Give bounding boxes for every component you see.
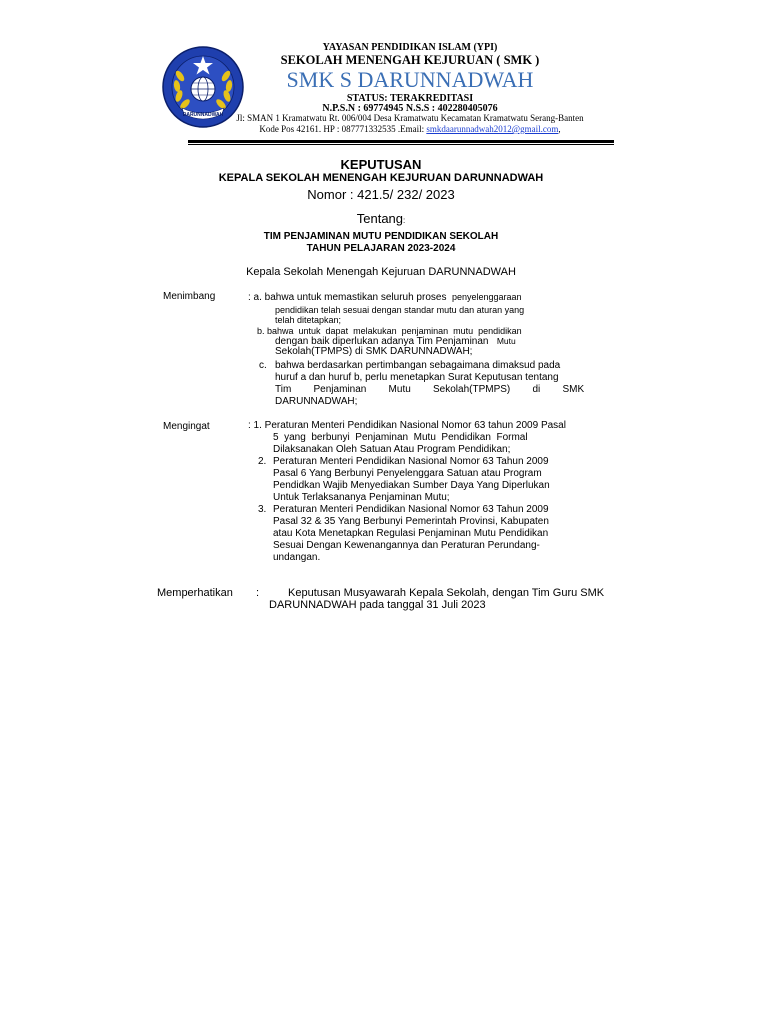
school-contact (190, 124, 630, 134)
memperhatikan-label: Memperhatikan (157, 587, 233, 599)
about-colon: : (403, 216, 406, 225)
mengingat-1-line3: Dilaksanakan Oleh Satuan Atau Program Pendidikan; (273, 444, 511, 455)
menimbang-c-line3: Tim Penjaminan Mutu Sekolah(TPMPS) di SMK (275, 384, 585, 395)
menimbang-b-line1: b. bahwa untuk dapat melakukan penjaminan mutu pendidikan (257, 326, 522, 336)
menimbang-b-text: dengan baik diperlukan adanya Tim Penjaminan (275, 336, 489, 347)
mengingat-3-line5: undangan. (273, 552, 321, 563)
menimbang-b-line3: Sekolah(TPMPS) di SMK DARUNNADWAH; (275, 346, 473, 357)
email-link[interactable]: smkdaarunnadwah2012@gmail.com (426, 124, 559, 134)
mengingat-2-line2: Pasal 6 Yang Berbunyi Penyelenggara Satuan atau Program (273, 468, 542, 479)
menimbang-c-line4: DARUNNADWAH; (275, 396, 358, 407)
menimbang-a-small: penyelenggaraan (452, 292, 522, 302)
mengingat-3-line1: Peraturan Menteri Pendidikan Nasional Nomor 63 Tahun 2009 (273, 504, 549, 515)
mengingat-3-line4: Sesuai Dengan Kewenangannya dan Peraturan Perundang- (273, 540, 540, 551)
letterhead-rule-thin (188, 144, 614, 145)
logo-ribbon-text: DARUNNADWAH (182, 112, 224, 118)
menimbang-label: Menimbang (163, 291, 216, 302)
mengingat-2-line1: Peraturan Menteri Pendidikan Nasional Nomor 63 Tahun 2009 (273, 456, 549, 467)
decree-number: Nomor : 421.5/ 232/ 2023 (307, 187, 455, 202)
menimbang-b-small: Mutu (496, 336, 516, 346)
decree-subtitle: KEPALA SEKOLAH MENENGAH KEJURUAN DARUNNADWAH (218, 172, 544, 184)
mengingat-3-line3: atau Kota Menetapkan Regulasi Penjaminan Mutu Pendidikan (273, 528, 549, 539)
memperhatikan-colon: : (256, 587, 260, 599)
memperhatikan-line2: DARUNNADWAH pada tanggal 31 Juli 2023 (269, 599, 486, 611)
school-name: SMK S DARUNNADWAH (286, 67, 534, 92)
mengingat-3-marker: 3. (258, 504, 267, 515)
menimbang-a-lead (248, 292, 598, 303)
mengingat-3-line2: Pasal 32 & 35 Yang Berbunyi Pemerintah Provinsi, Kabupaten (273, 516, 549, 527)
letterhead-rule (188, 140, 614, 143)
topic-line-1: TIM PENJAMINAN MUTU PENDIDIKAN SEKOLAH (263, 231, 499, 242)
foundation-name: YAYASAN PENDIDIKAN ISLAM (YPI) (322, 42, 498, 53)
about-label: Tentang (356, 211, 404, 226)
memperhatikan-line1: Keputusan Musyawarah Kepala Sekolah, dengan Tim Guru SMK (288, 587, 605, 599)
menimbang-c-line1: bahwa berdasarkan pertimbangan sebagaimana dimaksud pada (275, 360, 561, 371)
issuer-line: Kepala Sekolah Menengah Kejuruan DARUNNADWAH (246, 266, 516, 278)
school-type: SEKOLAH MENENGAH KEJURUAN ( SMK ) (280, 53, 540, 67)
mengingat-2-line4: Untuk Terlaksananya Penjaminan Mutu; (273, 492, 450, 503)
mengingat-2-line3: Pendidkan Wajib Menyediakan Sumber Daya Yang Diperlukan (273, 480, 550, 491)
menimbang-c-line2: huruf a dan huruf b, perlu menetapkan Surat Keputusan tentang (275, 372, 559, 383)
about-heading (150, 211, 612, 226)
contact-suffix: , (558, 124, 561, 134)
mengingat-1-line2: 5 yang berbunyi Penjaminan Mutu Pendidikan Formal (273, 432, 528, 443)
accreditation-status: STATUS: TERAKREDITASI (346, 93, 474, 104)
menimbang-a-text: : a. bahwa untuk memastikan seluruh proses (248, 292, 447, 303)
mengingat-label: Mengingat (163, 421, 210, 432)
menimbang-c-marker: c. (259, 360, 267, 371)
menimbang-a-line3: telah ditetapkan; (275, 315, 342, 325)
contact-text: Kode Pos 42161. HP : 087771332535 .Email: (259, 124, 427, 134)
topic-line-2: TAHUN PELAJARAN 2023-2024 (306, 243, 456, 254)
mengingat-2-marker: 2. (258, 456, 267, 467)
school-address: Jl: SMAN 1 Kramatwatu Rt. 006/004 Desa Kramatwatu Kecamatan Kramatwatu Serang-Banten (236, 113, 584, 123)
menimbang-a-line2: pendidikan telah sesuai dengan standar mutu dan aturan yang (275, 305, 525, 315)
npsn-nss: N.P.S.N : 69774945 N.S.S : 402280405076 (322, 103, 498, 114)
mengingat-1-line1: : 1. Peraturan Menteri Pendidikan Nasional Nomor 63 tahun 2009 Pasal (248, 420, 566, 431)
decree-title: KEPUTUSAN (340, 157, 422, 172)
